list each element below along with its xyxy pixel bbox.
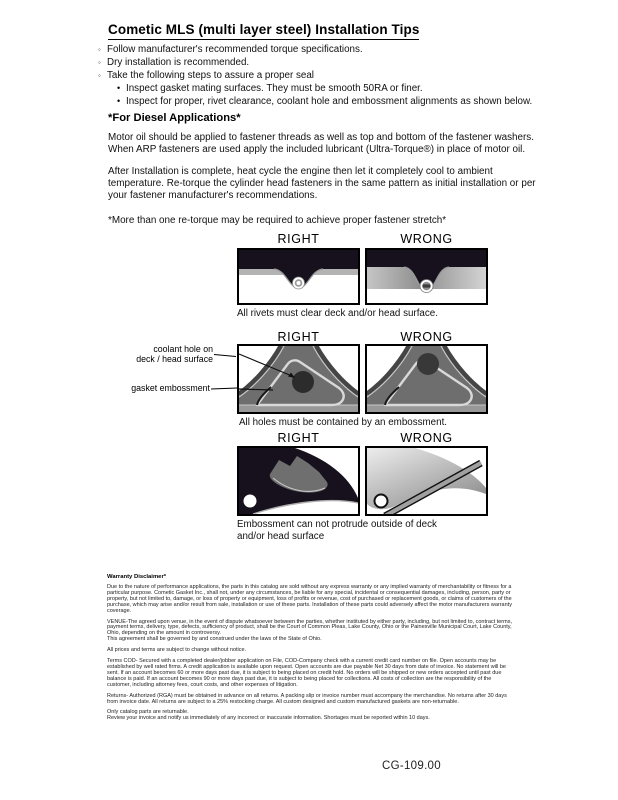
warranty-paragraph: Review your invoice and notify us immediately of any incorrect or inaccurate information. Shortages must be reported within 10 days. [107,715,430,722]
rivet-right-diagram [237,248,360,305]
solid-bullet-icon: • [117,96,121,106]
warranty-paragraph: Only catalog parts are returnable. [107,709,189,716]
page-code: CG-109.00 [382,760,441,772]
diesel-paragraph-1: Motor oil should be applied to fastener threads as well as top and bottom of the fastener washers. When ARP fasteners are used apply the included lubricant (Ultra-Torque®) in place of motor oil. [108,132,534,156]
rivet-wrong-diagram [365,248,488,305]
open-bullet-icon: ◦ [98,45,101,54]
open-bullet-icon: ◦ [98,71,101,80]
tip-text: Inspect for proper, rivet clearance, coolant hole and embossment alignments as shown below. [126,96,533,107]
tip-text: Take the following steps to assure a proper seal [107,70,314,81]
warranty-paragraph: All prices and terms are subject to change without notice. [107,647,247,654]
warranty-paragraph: VENUE-The agreed upon venue, in the event of dispute whatsoever between the parties, whether instituted by either party, including, but not limited to, contract terms, payment terms, delivery, type, defects, sufficiency of product, shall be the Court of Common Pleas, Lake County, Ohio or the Painesville Municipal Court, Lake County, Ohio, depending on the amount in controversy. [107,618,512,637]
caption-row3: Embossment can not protrude outside of deck and/or head surface [237,519,437,542]
tip-text: Follow manufacturer's recommended torque specifications. [107,44,363,55]
warranty-paragraph: This agreement shall be governed by and construed under the laws of the State of Ohio. [107,636,322,643]
page-title: Cometic MLS (multi layer steel) Installation Tips [108,22,419,40]
warranty-paragraph: Returns- Authorized (RGA) must be obtained in advance on all returns. A packing slip or invoice number must accompany the merchandise. No returns after 30 days from invoice date. All returns are subject to a 25% restocking charge. All custom designed and custom manufactured gaskets are non-returnable. [107,692,507,705]
embossment-wrong-diagram [365,344,488,414]
wrong-label-row2: WRONG [400,330,453,344]
list-item [117,82,538,95]
coolant-pointer-line [214,354,236,357]
tip-text: Dry installation is recommended. [107,57,250,68]
coolant-hole [417,353,439,375]
caption-row1: All rivets must clear deck and/or head surface. [237,308,438,319]
diesel-paragraph-2: After Installation is complete, heat cycle the engine then let it completely cool to ambient temperature. Re-torque the cylinder head fasteners in the same pattern as initial installation or per your fastener manufacturer's recommendations. [108,165,536,202]
solid-bullet-icon: • [117,83,121,93]
right-label-row2: RIGHT [277,330,320,344]
coolant-hole-annotation: coolant hole on deck / head surface [136,344,213,364]
coolant-hole [292,371,314,393]
right-label-row1: RIGHT [277,232,320,246]
list-item [98,69,538,82]
installation-tips-list [98,43,538,108]
list-item [98,56,538,69]
wrong-label-row1: WRONG [400,232,453,246]
embossment-pointer-line [211,388,237,390]
warranty-heading: Warranty Disclaimer* [107,574,167,580]
tip-text: Inspect gasket mating surfaces. They must be smooth 50RA or finer. [126,83,423,94]
wrong-label-row3: WRONG [400,431,453,445]
list-item [117,95,538,108]
list-item [98,43,538,56]
bolt-hole [244,495,257,508]
warranty-disclaimer-section [107,574,514,727]
right-label-row3: RIGHT [277,431,320,445]
retorque-note: *More than one re-torque may be required to achieve proper fastener stretch* [108,215,447,227]
rivet-icon [293,277,305,289]
diesel-applications-section [108,112,540,227]
gasket-embossment-annotation: gasket embossment [131,383,210,393]
embossment-right-diagram [237,344,360,414]
warranty-paragraph: Due to the nature of performance applications, the parts in this catalog are sold without any express warranty or any implied warranty of merchantability or fitness for a particular purpose. Cometic Gasket Inc., shall not, under any circumstances, be liable for any special, incidental or consequential damages, including, person, party or property, but not limited to, damage, or loss of property or equipment, loss of profits or revenue, cost of purchased or replacement goods, or claims of customers of the purchase, which may arise and/or result from sale, installation or use of these parts. Installation of these parts could adversely affect the motor manufacturers warranty coverage. [107,584,512,614]
diesel-heading: *For Diesel Applications* [108,112,241,124]
bolt-hole [375,495,388,508]
rivet-icon [420,280,433,293]
warranty-paragraph: Terms COD- Secured with a completed dealer/jobber application on File, COD-Company check with a current credit card number on file. Open accounts may be established by well rated firms. A credit application is available upon request. Open accounts are due payable Net 30 days from date of invoice. No statement will be sent. If an account becomes 60 or more days past due, it is subject to being placed on credit hold. No orders will be shipped or new orders accepted until past due balance is paid. If an account becomes 90 or more days past due, it is subject to being placed for collections. All costs of collection are the responsibility of the customer, including attorney fees, court costs, and other expenses of litigation. [107,658,506,688]
protrusion-right-diagram [237,446,360,516]
protrusion-wrong-diagram [365,446,488,516]
open-bullet-icon: ◦ [98,58,101,67]
caption-row2: All holes must be contained by an embossment. [239,417,448,428]
